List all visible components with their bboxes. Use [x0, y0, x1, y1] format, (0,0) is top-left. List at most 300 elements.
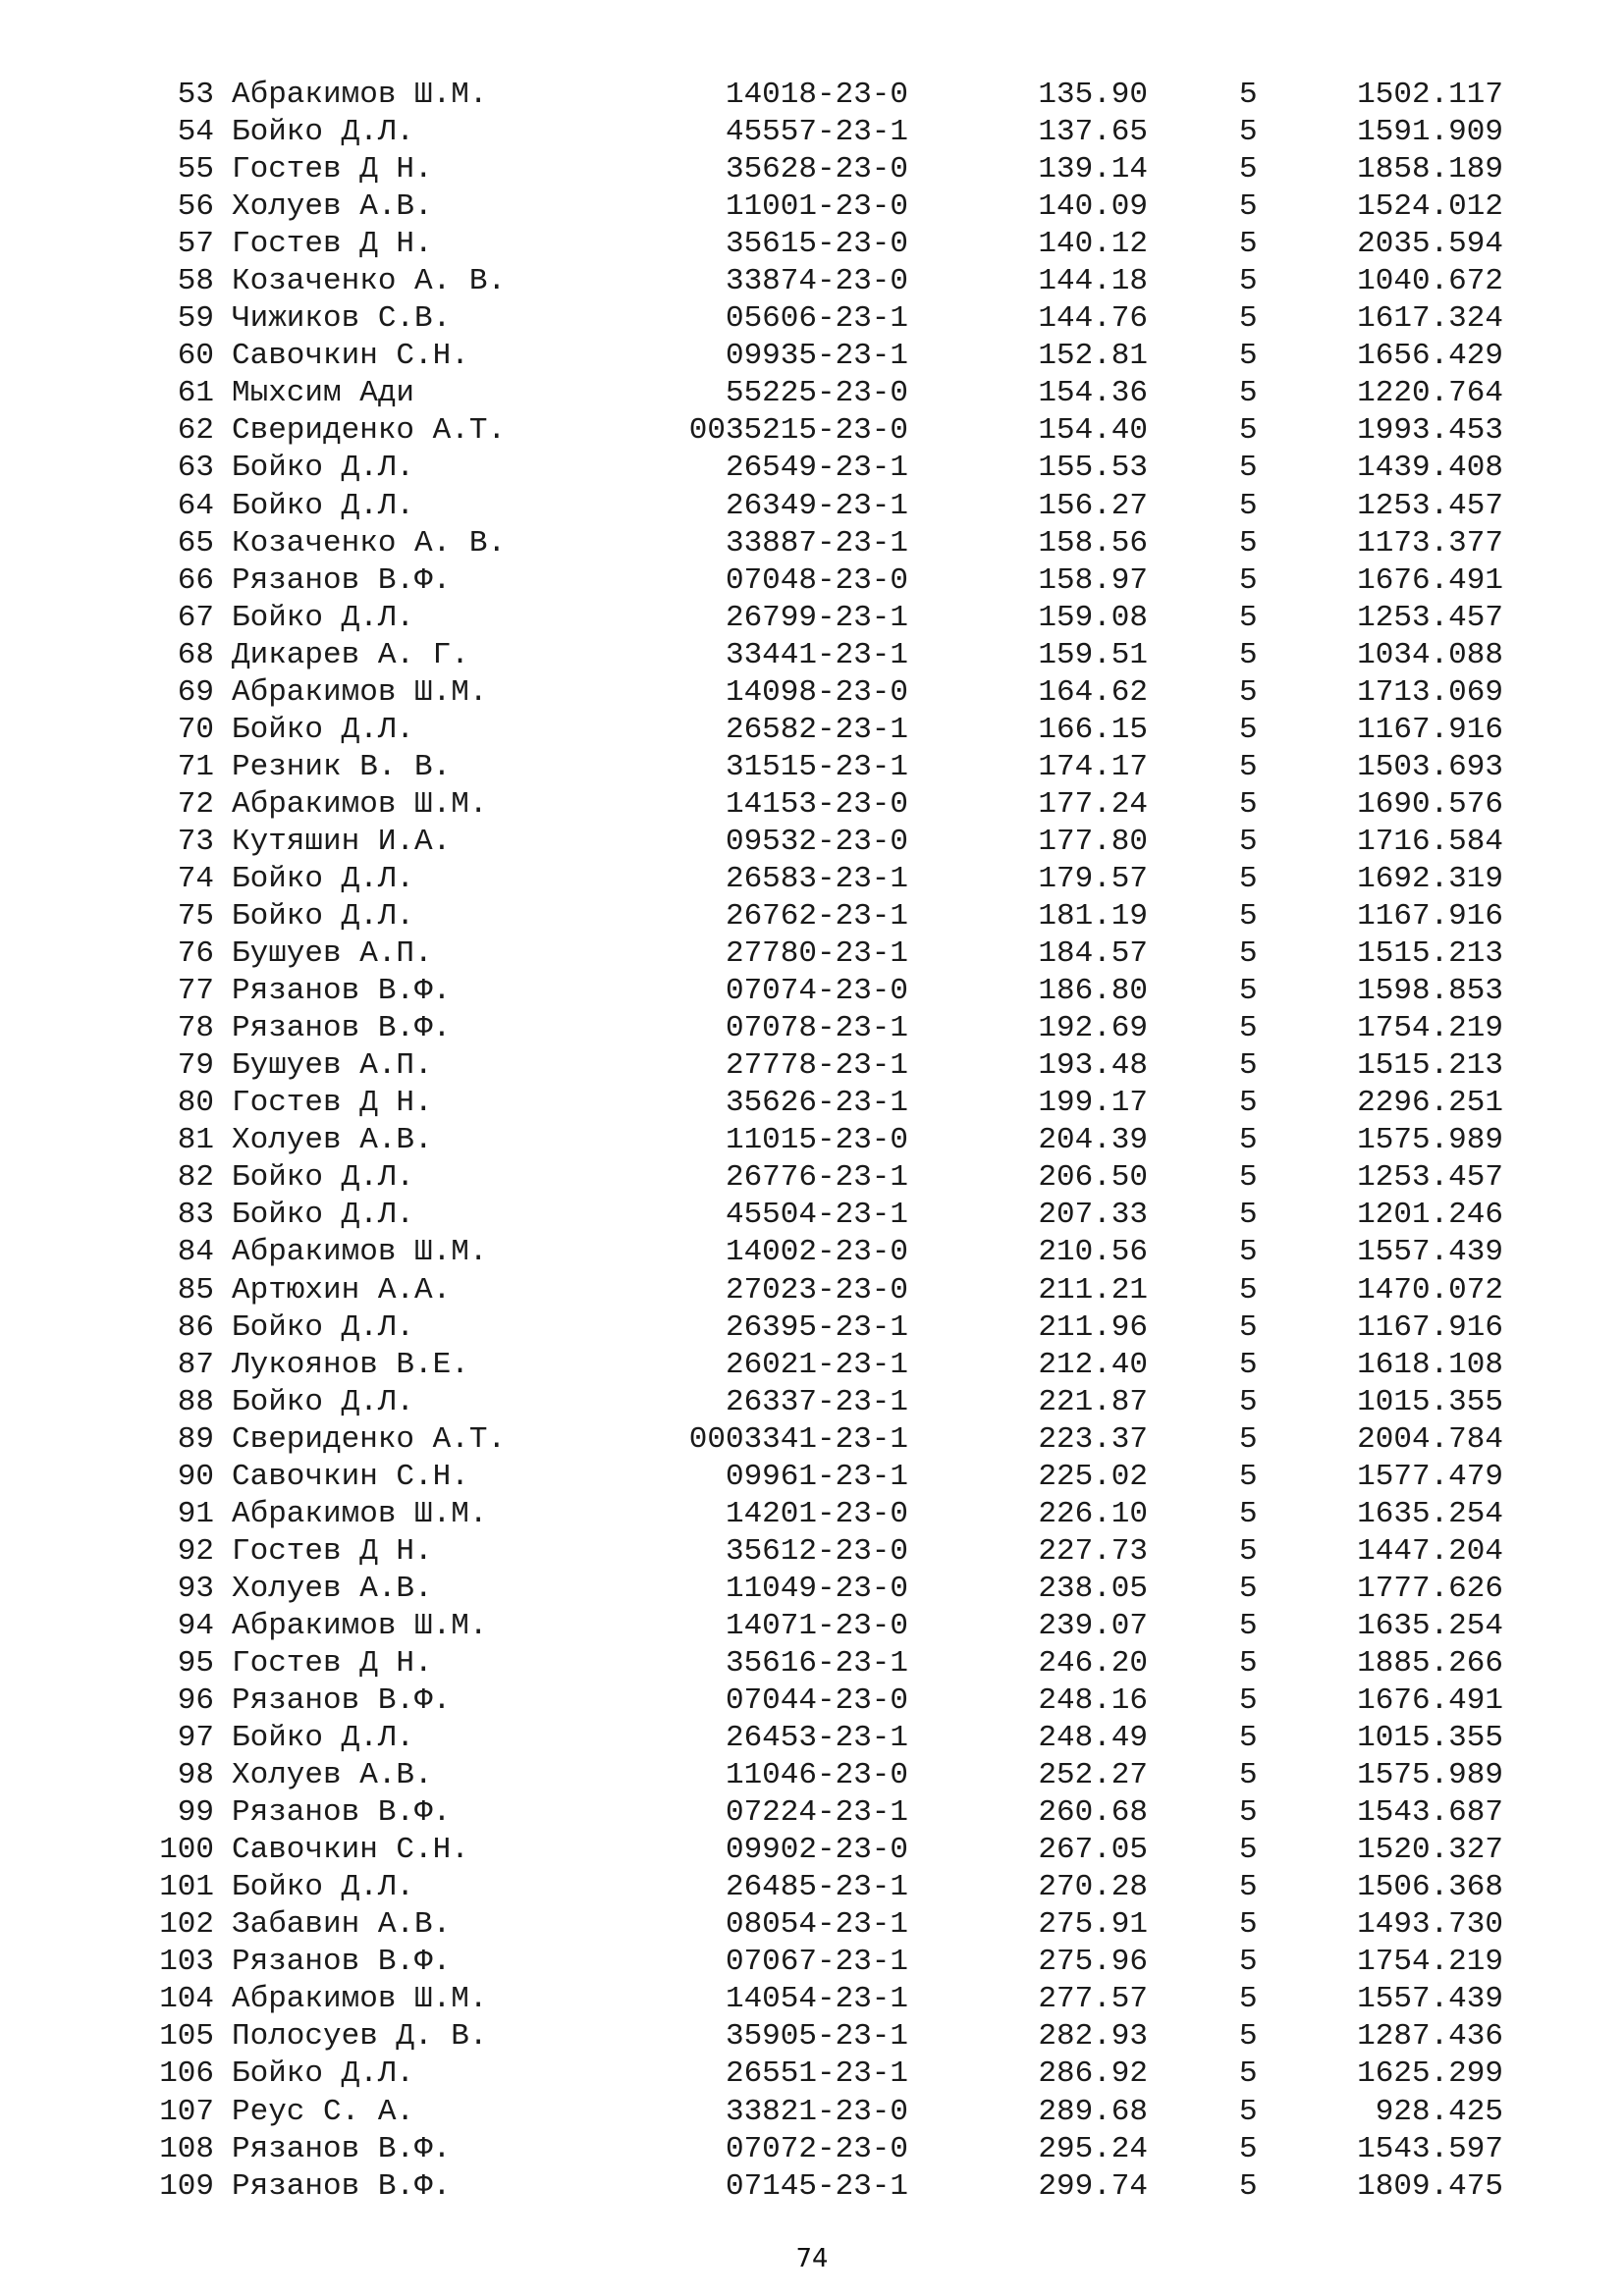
value: 192.69 — [1038, 1011, 1148, 1046]
value: 155.53 — [1038, 451, 1148, 486]
count: 5 — [1239, 899, 1258, 934]
total: 1858.189 — [1357, 152, 1503, 187]
table-row — [0, 2131, 1624, 2168]
person-name: Бойко Д.Л. — [232, 2056, 415, 2092]
row-number: 83 — [177, 1198, 214, 1233]
value: 212.40 — [1038, 1347, 1148, 1382]
row-number: 108 — [159, 2131, 214, 2166]
person-name: Свериденко А.Т. — [232, 1421, 507, 1457]
table-row — [0, 935, 1624, 973]
value: 246.20 — [1038, 1645, 1148, 1681]
total: 1524.012 — [1357, 189, 1503, 225]
record-code: 11015-23-0 — [725, 1123, 908, 1158]
count: 5 — [1239, 1459, 1258, 1494]
count: 5 — [1239, 1533, 1258, 1569]
record-code: 14201-23-0 — [725, 1496, 908, 1531]
total: 1885.266 — [1357, 1645, 1503, 1681]
count: 5 — [1239, 1608, 1258, 1643]
value: 181.19 — [1038, 899, 1148, 934]
row-number: 72 — [177, 786, 214, 822]
row-number: 94 — [177, 1608, 214, 1643]
value: 286.92 — [1038, 2056, 1148, 2092]
table-row — [0, 226, 1624, 263]
count: 5 — [1239, 2131, 1258, 2166]
record-code: 07074-23-0 — [725, 974, 908, 1009]
record-code: 26582-23-1 — [725, 712, 908, 747]
table-row — [0, 1981, 1624, 2018]
total: 1515.213 — [1357, 1048, 1503, 1084]
value: 211.21 — [1038, 1272, 1148, 1308]
count: 5 — [1239, 1795, 1258, 1831]
table-row — [0, 488, 1624, 525]
person-name: Бойко Д.Л. — [232, 1309, 415, 1345]
total: 1287.436 — [1357, 2019, 1503, 2055]
total: 1543.687 — [1357, 1795, 1503, 1831]
total: 1676.491 — [1357, 1683, 1503, 1719]
record-code: 07224-23-1 — [725, 1795, 908, 1831]
total: 1692.319 — [1357, 861, 1503, 896]
person-name: Бойко Д.Л. — [232, 712, 415, 747]
record-code: 45504-23-1 — [725, 1198, 908, 1233]
table-row — [0, 1571, 1624, 1608]
count: 5 — [1239, 2168, 1258, 2204]
record-code: 05606-23-1 — [725, 301, 908, 337]
record-code: 35628-23-0 — [725, 152, 908, 187]
person-name: Бойко Д.Л. — [232, 1384, 415, 1419]
person-name: Рязанов В.Ф. — [232, 562, 452, 598]
record-code: 33441-23-1 — [725, 637, 908, 672]
record-code: 33887-23-1 — [725, 525, 908, 561]
table-row — [0, 674, 1624, 712]
row-number: 75 — [177, 899, 214, 934]
value: 239.07 — [1038, 1608, 1148, 1643]
total: 1635.254 — [1357, 1608, 1503, 1643]
table-row — [0, 1085, 1624, 1122]
table-row — [0, 1794, 1624, 1832]
table-row — [0, 2018, 1624, 2056]
person-name: Савочкин С.Н. — [232, 339, 469, 374]
value: 193.48 — [1038, 1048, 1148, 1084]
value: 289.68 — [1038, 2094, 1148, 2129]
total: 1167.916 — [1357, 712, 1503, 747]
person-name: Чижиков С.В. — [232, 301, 452, 337]
person-name: Козаченко А. В. — [232, 264, 507, 299]
value: 140.09 — [1038, 189, 1148, 225]
count: 5 — [1239, 1683, 1258, 1719]
table-row — [0, 1757, 1624, 1794]
total: 1470.072 — [1357, 1272, 1503, 1308]
value: 152.81 — [1038, 339, 1148, 374]
value: 158.56 — [1038, 525, 1148, 561]
table-row — [0, 2094, 1624, 2131]
table-row — [0, 1010, 1624, 1047]
row-number: 58 — [177, 264, 214, 299]
table-row — [0, 375, 1624, 412]
total: 1173.377 — [1357, 525, 1503, 561]
total: 1515.213 — [1357, 936, 1503, 972]
table-row — [0, 2168, 1624, 2206]
table-row — [0, 1234, 1624, 1271]
row-number: 84 — [177, 1235, 214, 1270]
record-code: 26485-23-1 — [725, 1870, 908, 1905]
person-name: Гостев Д Н. — [232, 1086, 433, 1121]
value: 211.96 — [1038, 1309, 1148, 1345]
count: 5 — [1239, 264, 1258, 299]
row-number: 79 — [177, 1048, 214, 1084]
table-row — [0, 562, 1624, 600]
value: 295.24 — [1038, 2131, 1148, 2166]
count: 5 — [1239, 413, 1258, 449]
row-number: 78 — [177, 1011, 214, 1046]
table-row — [0, 637, 1624, 674]
person-name: Бойко Д.Л. — [232, 115, 415, 150]
count: 5 — [1239, 1048, 1258, 1084]
row-number: 106 — [159, 2056, 214, 2092]
person-name: Артюхин А.А. — [232, 1272, 452, 1308]
row-number: 87 — [177, 1347, 214, 1382]
total: 1502.117 — [1357, 78, 1503, 112]
row-number: 100 — [159, 1833, 214, 1868]
value: 252.27 — [1038, 1758, 1148, 1793]
record-code: 14054-23-1 — [725, 1982, 908, 2017]
value: 270.28 — [1038, 1870, 1148, 1905]
row-number: 73 — [177, 824, 214, 859]
person-name: Козаченко А. В. — [232, 525, 507, 561]
total: 1676.491 — [1357, 562, 1503, 598]
person-name: Холуев А.В. — [232, 1123, 433, 1158]
count: 5 — [1239, 1496, 1258, 1531]
count: 5 — [1239, 189, 1258, 225]
count: 5 — [1239, 786, 1258, 822]
total: 1253.457 — [1357, 488, 1503, 523]
total: 1015.355 — [1357, 1721, 1503, 1756]
row-number: 57 — [177, 227, 214, 262]
count: 5 — [1239, 339, 1258, 374]
value: 137.65 — [1038, 115, 1148, 150]
table-row — [0, 898, 1624, 935]
person-name: Рязанов В.Ф. — [232, 2168, 452, 2204]
row-number: 74 — [177, 861, 214, 896]
record-code: 07048-23-0 — [725, 562, 908, 598]
table-row — [0, 712, 1624, 749]
person-name: Гостев Д Н. — [232, 227, 433, 262]
table-row — [0, 600, 1624, 637]
row-number: 55 — [177, 152, 214, 187]
row-number: 105 — [159, 2019, 214, 2055]
count: 5 — [1239, 1945, 1258, 1980]
record-code: 33874-23-0 — [725, 264, 908, 299]
total: 1713.069 — [1357, 674, 1503, 710]
record-code: 0003341-23-1 — [688, 1421, 908, 1457]
total: 1577.479 — [1357, 1459, 1503, 1494]
count: 5 — [1239, 1982, 1258, 2017]
table-row — [0, 824, 1624, 861]
record-code: 11046-23-0 — [725, 1758, 908, 1793]
count: 5 — [1239, 1384, 1258, 1419]
person-name: Бойко Д.Л. — [232, 488, 415, 523]
total: 1253.457 — [1357, 600, 1503, 635]
row-number: 61 — [177, 376, 214, 411]
row-number: 56 — [177, 189, 214, 225]
value: 144.18 — [1038, 264, 1148, 299]
value: 260.68 — [1038, 1795, 1148, 1831]
value: 248.16 — [1038, 1683, 1148, 1719]
record-code: 26337-23-1 — [725, 1384, 908, 1419]
total: 1503.693 — [1357, 749, 1503, 784]
page-number: 74 — [795, 2244, 829, 2273]
table-row — [0, 749, 1624, 786]
count: 5 — [1239, 1721, 1258, 1756]
person-name: Бойко Д.Л. — [232, 1721, 415, 1756]
count: 5 — [1239, 1235, 1258, 1270]
total: 1635.254 — [1357, 1496, 1503, 1531]
person-name: Рязанов В.Ф. — [232, 1683, 452, 1719]
count: 5 — [1239, 376, 1258, 411]
record-code: 26583-23-1 — [725, 861, 908, 896]
table-row — [0, 1272, 1624, 1309]
record-code: 07044-23-0 — [725, 1683, 908, 1719]
person-name: Абракимов Ш.М. — [232, 1608, 488, 1643]
row-number: 60 — [177, 339, 214, 374]
record-code: 14018-23-0 — [725, 78, 908, 112]
table-row — [0, 786, 1624, 824]
record-code: 14098-23-0 — [725, 674, 908, 710]
value: 238.05 — [1038, 1571, 1148, 1606]
record-code: 35612-23-0 — [725, 1533, 908, 1569]
row-number: 54 — [177, 115, 214, 150]
record-code: 27778-23-1 — [725, 1048, 908, 1084]
count: 5 — [1239, 749, 1258, 784]
value: 159.08 — [1038, 600, 1148, 635]
count: 5 — [1239, 974, 1258, 1009]
count: 5 — [1239, 562, 1258, 598]
table-row — [0, 300, 1624, 338]
row-number: 104 — [159, 1982, 214, 2017]
count: 5 — [1239, 637, 1258, 672]
count: 5 — [1239, 1198, 1258, 1233]
count: 5 — [1239, 451, 1258, 486]
person-name: Рязанов В.Ф. — [232, 1011, 452, 1046]
value: 156.27 — [1038, 488, 1148, 523]
value: 186.80 — [1038, 974, 1148, 1009]
row-number: 98 — [177, 1758, 214, 1793]
record-code: 27023-23-0 — [725, 1272, 908, 1308]
total: 1716.584 — [1357, 824, 1503, 859]
value: 226.10 — [1038, 1496, 1148, 1531]
count: 5 — [1239, 115, 1258, 150]
row-number: 62 — [177, 413, 214, 449]
total: 1777.626 — [1357, 1571, 1503, 1606]
value: 144.76 — [1038, 301, 1148, 337]
count: 5 — [1239, 1421, 1258, 1457]
value: 225.02 — [1038, 1459, 1148, 1494]
total: 928.425 — [1375, 2094, 1503, 2129]
total: 1809.475 — [1357, 2168, 1503, 2204]
person-name: Рязанов В.Ф. — [232, 1795, 452, 1831]
row-number: 71 — [177, 749, 214, 784]
record-code: 26549-23-1 — [725, 451, 908, 486]
row-number: 66 — [177, 562, 214, 598]
person-name: Бойко Д.Л. — [232, 861, 415, 896]
table-row — [0, 263, 1624, 300]
record-code: 26551-23-1 — [725, 2056, 908, 2092]
value: 275.96 — [1038, 1945, 1148, 1980]
count: 5 — [1239, 936, 1258, 972]
total: 1493.730 — [1357, 1907, 1503, 1943]
row-number: 89 — [177, 1421, 214, 1457]
row-number: 91 — [177, 1496, 214, 1531]
value: 223.37 — [1038, 1421, 1148, 1457]
record-code: 26395-23-1 — [725, 1309, 908, 1345]
person-name: Рязанов В.Ф. — [232, 2131, 452, 2166]
count: 5 — [1239, 1645, 1258, 1681]
table-row — [0, 412, 1624, 450]
total: 1015.355 — [1357, 1384, 1503, 1419]
value: 135.90 — [1038, 78, 1148, 112]
row-number: 63 — [177, 451, 214, 486]
value: 179.57 — [1038, 861, 1148, 896]
record-code: 09532-23-0 — [725, 824, 908, 859]
person-name: Дикарев А. Г. — [232, 637, 469, 672]
value: 154.36 — [1038, 376, 1148, 411]
count: 5 — [1239, 1123, 1258, 1158]
record-code: 26349-23-1 — [725, 488, 908, 523]
record-code: 07078-23-1 — [725, 1011, 908, 1046]
total: 1034.088 — [1357, 637, 1503, 672]
table-row — [0, 1533, 1624, 1571]
table-row — [0, 1608, 1624, 1645]
count: 5 — [1239, 712, 1258, 747]
row-number: 107 — [159, 2094, 214, 2129]
row-number: 69 — [177, 674, 214, 710]
table-row — [0, 1384, 1624, 1421]
total: 1557.439 — [1357, 1235, 1503, 1270]
total: 1253.457 — [1357, 1160, 1503, 1196]
total: 1543.597 — [1357, 2131, 1503, 2166]
value: 166.15 — [1038, 712, 1148, 747]
count: 5 — [1239, 301, 1258, 337]
table-row — [0, 1159, 1624, 1197]
person-name: Абракимов Ш.М. — [232, 1235, 488, 1270]
count: 5 — [1239, 1086, 1258, 1121]
table-row — [0, 2056, 1624, 2093]
person-name: Мыхсим Ади — [232, 376, 415, 411]
person-name: Резник В. В. — [232, 749, 452, 784]
total: 1591.909 — [1357, 115, 1503, 150]
table-row — [0, 1047, 1624, 1085]
table-row — [0, 1496, 1624, 1533]
table-row — [0, 1906, 1624, 1944]
row-number: 103 — [159, 1945, 214, 1980]
record-code: 0035215-23-0 — [688, 413, 908, 449]
total: 1439.408 — [1357, 451, 1503, 486]
person-name: Абракимов Ш.М. — [232, 1982, 488, 2017]
value: 158.97 — [1038, 562, 1148, 598]
total: 2004.784 — [1357, 1421, 1503, 1457]
total: 1506.368 — [1357, 1870, 1503, 1905]
total: 1754.219 — [1357, 1011, 1503, 1046]
row-number: 97 — [177, 1721, 214, 1756]
record-code: 11001-23-0 — [725, 189, 908, 225]
value: 174.17 — [1038, 749, 1148, 784]
count: 5 — [1239, 78, 1258, 112]
value: 139.14 — [1038, 152, 1148, 187]
person-name: Абракимов Ш.М. — [232, 786, 488, 822]
row-number: 77 — [177, 974, 214, 1009]
count: 5 — [1239, 1011, 1258, 1046]
total: 1625.299 — [1357, 2056, 1503, 2092]
table-row — [0, 973, 1624, 1010]
total: 1993.453 — [1357, 413, 1503, 449]
record-code: 26762-23-1 — [725, 899, 908, 934]
person-name: Рязанов В.Ф. — [232, 1945, 452, 1980]
record-code: 14071-23-0 — [725, 1608, 908, 1643]
count: 5 — [1239, 227, 1258, 262]
record-code: 09935-23-1 — [725, 339, 908, 374]
count: 5 — [1239, 525, 1258, 561]
row-number: 99 — [177, 1795, 214, 1831]
total: 1167.916 — [1357, 1309, 1503, 1345]
person-name: Забавин А.В. — [232, 1907, 452, 1943]
person-name: Гостев Д Н. — [232, 152, 433, 187]
record-code: 07145-23-1 — [725, 2168, 908, 2204]
row-number: 96 — [177, 1683, 214, 1719]
value: 164.62 — [1038, 674, 1148, 710]
row-number: 93 — [177, 1571, 214, 1606]
count: 5 — [1239, 152, 1258, 187]
value: 277.57 — [1038, 1982, 1148, 2017]
record-code: 35905-23-1 — [725, 2019, 908, 2055]
record-code: 31515-23-1 — [725, 749, 908, 784]
person-name: Полосуев Д. В. — [232, 2019, 488, 2055]
person-name: Холуев А.В. — [232, 1758, 433, 1793]
total: 1040.672 — [1357, 264, 1503, 299]
table-row — [0, 450, 1624, 487]
total: 1656.429 — [1357, 339, 1503, 374]
record-code: 35626-23-1 — [725, 1086, 908, 1121]
row-number: 85 — [177, 1272, 214, 1308]
row-number: 86 — [177, 1309, 214, 1345]
record-code: 35615-23-0 — [725, 227, 908, 262]
record-code: 14153-23-0 — [725, 786, 908, 822]
row-number: 90 — [177, 1459, 214, 1494]
count: 5 — [1239, 861, 1258, 896]
value: 227.73 — [1038, 1533, 1148, 1569]
record-code: 09902-23-0 — [725, 1833, 908, 1868]
value: 204.39 — [1038, 1123, 1148, 1158]
row-number: 53 — [177, 78, 214, 112]
record-code: 27780-23-1 — [725, 936, 908, 972]
table-row — [0, 151, 1624, 188]
row-number: 92 — [177, 1533, 214, 1569]
count: 5 — [1239, 1758, 1258, 1793]
person-name: Савочкин С.Н. — [232, 1833, 469, 1868]
record-code: 35616-23-1 — [725, 1645, 908, 1681]
count: 5 — [1239, 824, 1258, 859]
value: 267.05 — [1038, 1833, 1148, 1868]
count: 5 — [1239, 1347, 1258, 1382]
total: 1690.576 — [1357, 786, 1503, 822]
table-row — [0, 1309, 1624, 1347]
row-number: 70 — [177, 712, 214, 747]
person-name: Гостев Д Н. — [232, 1645, 433, 1681]
record-code: 26453-23-1 — [725, 1721, 908, 1756]
data-table — [0, 77, 1624, 2206]
value: 207.33 — [1038, 1198, 1148, 1233]
total: 1557.439 — [1357, 1982, 1503, 2017]
table-row — [0, 525, 1624, 562]
person-name: Бойко Д.Л. — [232, 451, 415, 486]
